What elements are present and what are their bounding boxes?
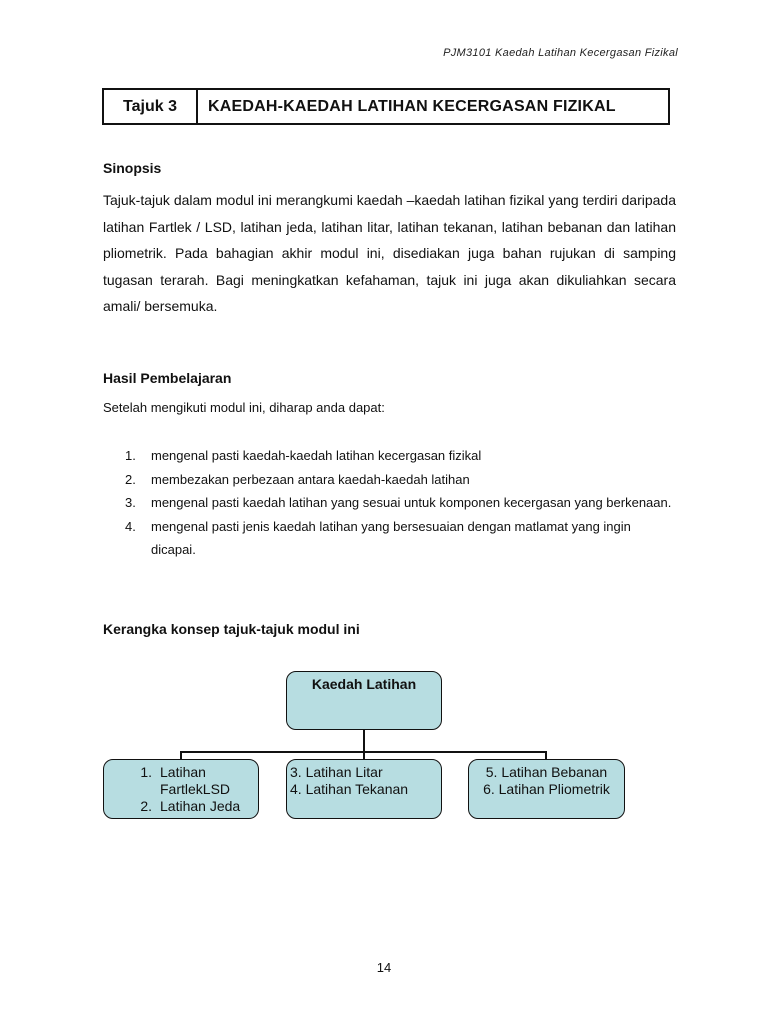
running-header: PJM3101 Kaedah Latihan Kecergasan Fizikal	[443, 47, 678, 59]
outcomes-list	[103, 444, 678, 562]
topic-title: KAEDAH-KAEDAH LATIHAN KECERGASAN FIZIKAL	[208, 97, 616, 115]
outcomes-intro: Setelah mengikuti modul ini, diharap anda dapat:	[103, 400, 385, 415]
diagram-item: 5. Latihan Bebanan	[485, 764, 608, 780]
list-item-number: 1.	[125, 448, 136, 463]
diagram-item-text: Latihan	[160, 764, 206, 780]
diagram-item-number: 2.	[140, 798, 152, 814]
list-item-number: 2.	[125, 471, 136, 487]
diagram-item: 6. Latihan Pliometrik	[483, 781, 610, 797]
diagram-box-methods-3-4	[286, 759, 442, 819]
connector-drop-middle	[363, 751, 365, 759]
synopsis-heading: Sinopsis	[103, 160, 162, 176]
diagram-box-methods-1-2	[103, 759, 259, 819]
synopsis-body: Tajuk-tajuk dalam modul ini merangkumi kaedah –kaedah latihan fizikal yang terdiri daripada latihan Fartlek / LSD, latihan jeda, latihan litar, latihan tekanan, latihan bebanan dan latihan pliometrik. Pada bahagian akhir modul ini, disediakan juga bahan rujukan di samping tugasan terarah. Bagi meningkatkan kefahaman, tajuk ini juga akan dikuliahkan secara amali/ bersemuka.	[103, 192, 676, 314]
list-item-text: mengenal pasti kaedah-kaedah latihan kecergasan fizikal	[151, 448, 482, 463]
diagram-item-number	[104, 781, 160, 798]
diagram-item: 3. Latihan Litar	[290, 764, 383, 780]
diagram-item	[104, 764, 258, 781]
diagram-item-number: 1.	[140, 764, 152, 780]
diagram-item	[104, 798, 258, 815]
connector-drop-left	[180, 751, 182, 759]
list-item	[103, 468, 678, 492]
diagram-item-text: Latihan Jeda	[160, 798, 241, 814]
diagram-root-label: Kaedah Latihan	[311, 676, 417, 692]
diagram-item: 4. Latihan Tekanan	[290, 781, 409, 797]
list-item-text: membezakan perbezaan antara kaedah-kaedah latihan	[151, 471, 470, 487]
page-number: 14	[376, 960, 392, 975]
diagram-item-text: FartlekLSD	[160, 781, 231, 797]
list-item	[103, 444, 678, 468]
connector-vertical-root	[363, 730, 365, 752]
framework-heading: Kerangka konsep tajuk-tajuk modul ini	[103, 621, 360, 637]
list-item-number: 4.	[125, 518, 136, 534]
diagram-item	[104, 781, 258, 798]
list-item-text: mengenal pasti kaedah latihan yang sesuai untuk komponen kecergasan yang berkenaan.	[151, 495, 672, 510]
diagram-root-box	[286, 671, 442, 730]
topic-title-table	[102, 88, 670, 125]
connector-drop-right	[545, 751, 547, 759]
list-item-text: mengenal pasti jenis kaedah latihan yang bersesuaian dengan matlamat yang ingin dicapai.	[151, 518, 631, 557]
list-item	[103, 515, 678, 562]
list-item	[103, 491, 678, 515]
diagram-box-methods-5-6	[468, 759, 625, 819]
outcomes-heading: Hasil Pembelajaran	[103, 370, 232, 386]
list-item-number: 3.	[125, 495, 136, 510]
topic-number: Tajuk 3	[104, 90, 198, 123]
